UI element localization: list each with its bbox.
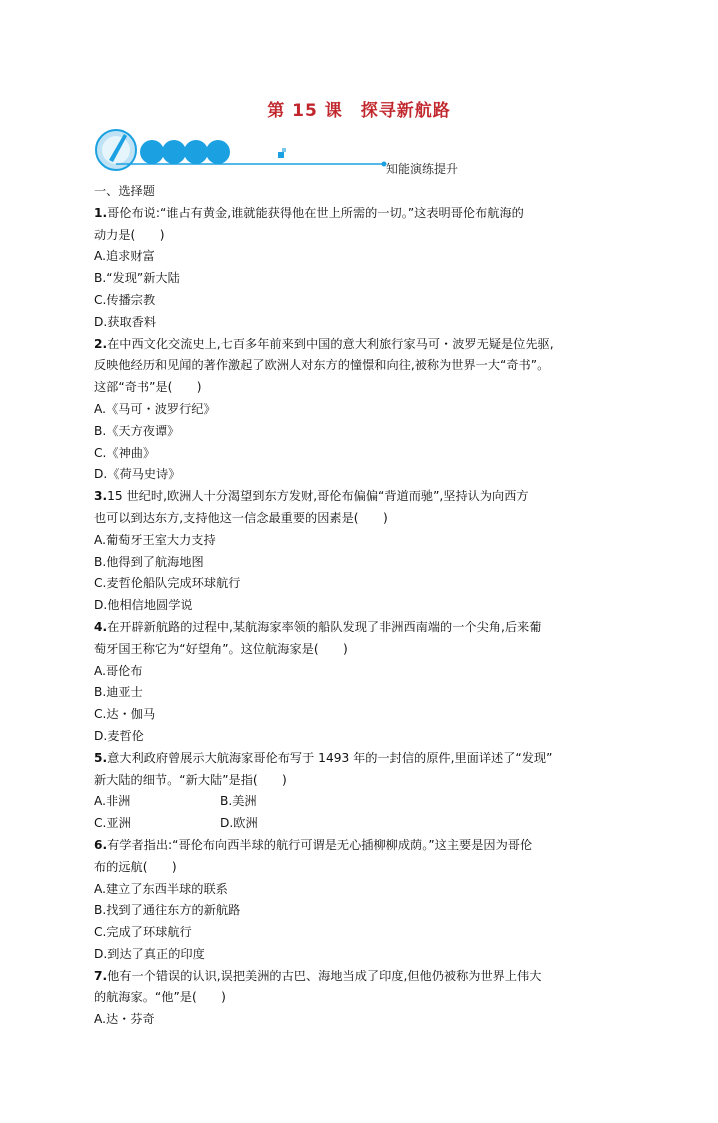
option: B.美洲 — [220, 794, 257, 809]
question-number: 3. — [94, 489, 108, 504]
option: A.哥伦布 — [94, 663, 143, 678]
option: D.到达了真正的印度 — [94, 946, 205, 961]
question-2-line-3: 这部“奇书”是( ) — [94, 380, 202, 395]
question-3-line-1: 3.15 世纪时,欧洲人十分渴望到东方发财,哥伦布偏偏“背道而驰”,坚持认为向西方 — [94, 489, 529, 504]
option: A.达・芬奇 — [94, 1012, 155, 1027]
question-2-line-1: 2.在中西文化交流史上,七百多年前来到中国的意大利旅行家马可・波罗无疑是位先驱, — [94, 336, 554, 351]
option: A.非洲 — [94, 794, 131, 809]
question-5-line-2: 新大陆的细节。“新大陆”是指( ) — [94, 772, 287, 787]
banner-label: 知能演练提升 — [386, 162, 459, 176]
section-heading: 一、选择题 — [94, 184, 155, 198]
option: C.麦哲伦船队完成环球航行 — [94, 576, 241, 591]
option: D.麦哲伦 — [94, 728, 144, 743]
option: D.欧洲 — [220, 816, 258, 831]
option: D.《荷马史诗》 — [94, 467, 181, 482]
question-1-line-1: 1.哥伦布说:“谁占有黄金,谁就能获得他在世上所需的一切。”这表明哥伦布航海的 — [94, 205, 524, 220]
question-list — [94, 181, 634, 1031]
question-number: 6. — [94, 837, 108, 852]
question-number: 4. — [94, 619, 108, 634]
option: B.“发现”新大陆 — [94, 271, 180, 286]
option: B.《天方夜谭》 — [94, 423, 180, 438]
option-row — [94, 791, 634, 813]
question-3-line-2: 也可以到达东方,支持他这一信念最重要的因素是( ) — [94, 510, 388, 525]
question-5-line-1: 5.意大利政府曾展示大航海家哥伦布写于 1493 年的一封信的原件,里面详述了“发现” — [94, 750, 553, 765]
page-title: 第 15 课 探寻新航路 — [267, 101, 451, 121]
question-6-line-2: 布的远航( ) — [94, 859, 177, 874]
option: C.《神曲》 — [94, 445, 156, 460]
question-2-line-2: 反映他经历和见闻的著作激起了欧洲人对东方的憧憬和向往,被称为世界一大“奇书”。 — [94, 358, 550, 373]
question-number: 7. — [94, 968, 108, 983]
question-1-line-2: 动力是( ) — [94, 227, 165, 242]
option: A.《马可・波罗行纪》 — [94, 401, 216, 416]
option: C.传播宗教 — [94, 292, 156, 307]
question-7-line-1: 7.他有一个错误的认识,误把美洲的古巴、海地当成了印度,但他仍被称为世界上伟大 — [94, 968, 542, 983]
question-4-line-2: 萄牙国王称它为“好望角”。这位航海家是( ) — [94, 641, 348, 656]
option: C.亚洲 — [94, 816, 131, 831]
question-6-line-1: 6.有学者指出:“哥伦布向西半球的航行可谓是无心插柳柳成荫。”这主要是因为哥伦 — [94, 837, 533, 852]
option-row — [94, 813, 634, 835]
question-7-line-2: 的航海家。“他”是( ) — [94, 990, 226, 1005]
option: C.完成了环球航行 — [94, 925, 192, 940]
option: A.建立了东西半球的联系 — [94, 881, 228, 896]
option: D.获取香料 — [94, 314, 157, 329]
question-number: 2. — [94, 336, 108, 351]
question-number: 5. — [94, 750, 108, 765]
option: B.他得到了航海地图 — [94, 554, 204, 569]
option: D.他相信地圆学说 — [94, 598, 193, 613]
option: C.达・伽马 — [94, 707, 156, 722]
option: A.追求财富 — [94, 249, 155, 264]
option: B.迪亚士 — [94, 685, 143, 700]
option: B.找到了通往东方的新航路 — [94, 903, 241, 918]
option: A.葡萄牙王室大力支持 — [94, 532, 216, 547]
question-4-line-1: 4.在开辟新航路的过程中,某航海家率领的船队发现了非洲西南端的一个尖角,后来葡 — [94, 619, 542, 634]
question-number: 1. — [94, 205, 108, 220]
